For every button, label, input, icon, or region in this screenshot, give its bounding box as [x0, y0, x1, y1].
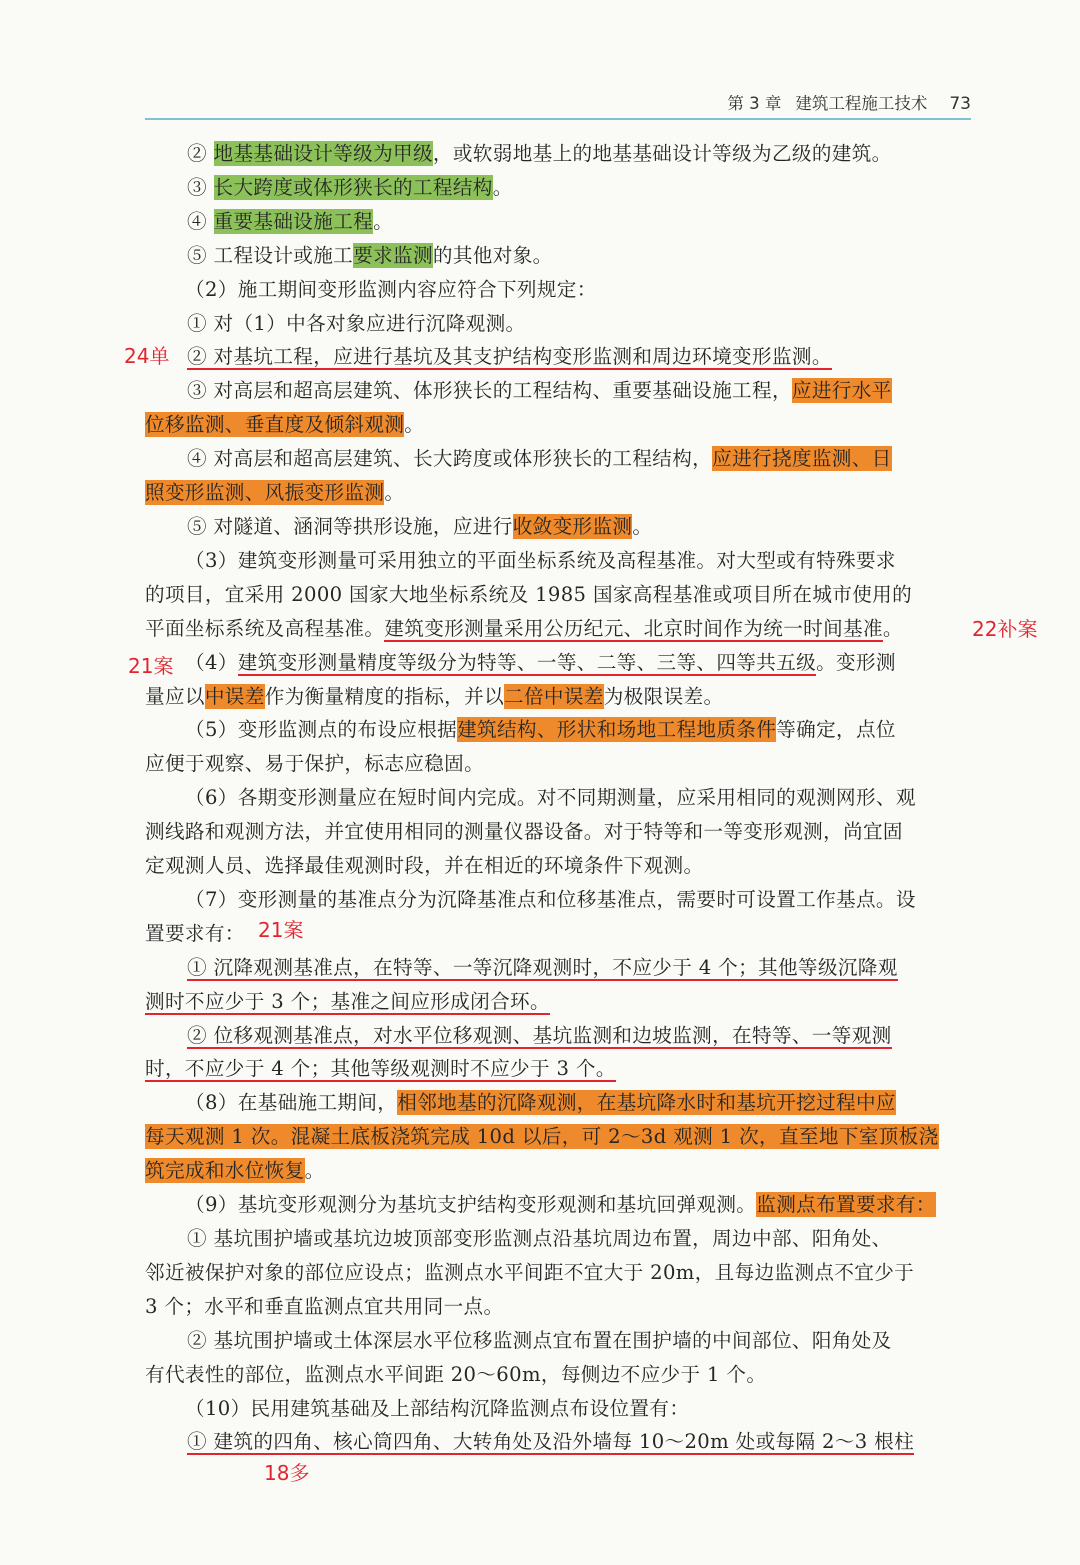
page-number: 73	[949, 94, 971, 114]
line-text: 。	[882, 616, 903, 640]
text-line	[145, 1290, 971, 1324]
text-line	[145, 747, 971, 781]
red-underline: ② 对基坑工程，应进行基坑及其支护结构变形监测和周边环境变形监测。	[187, 345, 832, 369]
text-line	[145, 951, 971, 985]
text-line	[145, 1052, 971, 1086]
running-head	[727, 90, 971, 114]
text-line	[145, 578, 971, 612]
text-line	[145, 205, 971, 239]
orange-highlight: 监测点布置要求有：	[756, 1193, 936, 1217]
page-header	[145, 88, 971, 120]
text-line	[145, 476, 971, 510]
line-text: ④	[187, 209, 214, 233]
text-line	[145, 544, 971, 578]
line-text: ⑤ 工程设计或施工	[187, 243, 354, 267]
text-line	[145, 849, 971, 883]
text-line	[145, 307, 971, 341]
line-text: 的项目，宜采用 2000 国家大地坐标系统及 1985 国家高程基准或项目所在城市使用的	[145, 582, 913, 606]
red-underline: 建筑变形测量采用公历纪元、北京时间作为统一时间基准	[384, 616, 883, 640]
orange-highlight: 每天观测 1 次。	[145, 1125, 291, 1149]
red-underline: 时，不应少于 4 个；其他等级观测时不应少于 3 个。	[145, 1057, 616, 1081]
text-line	[145, 1086, 971, 1120]
text-line	[145, 510, 971, 544]
text-line	[145, 1188, 971, 1222]
text-line	[145, 1392, 971, 1426]
line-text: 。	[632, 514, 653, 538]
text-line	[145, 137, 971, 171]
line-text: ④ 对高层和超高层建筑、长大跨度或体形狭长的工程结构，	[187, 447, 713, 471]
text-line	[145, 612, 971, 646]
line-text: （10）民用建筑基础及上部结构沉降监测点布设位置有：	[185, 1396, 690, 1420]
text-line	[145, 815, 971, 849]
line-text: 平面坐标系统及高程基准。	[145, 616, 385, 640]
line-text: 。	[384, 481, 405, 505]
orange-highlight: 应进行挠度监测、日	[712, 447, 892, 471]
text-line	[145, 985, 971, 1019]
line-text: （8）在基础施工期间，	[185, 1091, 398, 1115]
green-highlight: 长大跨度或体形狭长的工程结构	[213, 175, 493, 199]
line-text: 为极限误差。	[603, 684, 724, 708]
page-body	[145, 137, 971, 1459]
line-text: 等确定，点位	[776, 718, 896, 742]
text-line	[145, 408, 971, 442]
orange-highlight: 二倍中误差	[504, 684, 604, 708]
line-text: 作为衡量精度的指标，并以	[264, 684, 505, 708]
line-text: （5）变形监测点的布设应根据	[185, 718, 458, 742]
line-text: （4）	[185, 650, 238, 674]
text-line	[145, 273, 971, 307]
line-text: ① 基坑围护墙或基坑边坡顶部变形监测点沿基坑周边布置，周边中部、阳角处、	[187, 1227, 892, 1250]
text-line	[145, 1019, 971, 1053]
red-underline: ① 沉降观测基准点，在特等、一等沉降观测时，不应少于 4 个；其他等级沉降观	[187, 955, 898, 979]
green-highlight: 重要基础设施工程	[213, 209, 374, 233]
line-text: ，或软弱地基上的地基基础设计等级为乙级的建筑。	[432, 142, 892, 165]
text-line	[145, 646, 971, 680]
line-text: 。	[373, 209, 394, 233]
orange-highlight: 位移监测、垂直度及倾斜观测	[145, 413, 405, 437]
text-line	[145, 680, 971, 714]
line-text: （9）基坑变形观测分为基坑支护结构变形观测和基坑回弹观测。	[185, 1193, 757, 1217]
red-underline: ① 建筑的四角、核心筒四角、大转角处及沿外墙每 10～20m 处或每隔 2～3 根柱	[187, 1430, 915, 1454]
text-line	[145, 374, 971, 408]
orange-highlight: 混凝土底板浇筑完成 10d 以后，可 2～3d 观测 1 次，直至地下室顶板浇	[290, 1125, 939, 1149]
line-text: ③ 对高层和超高层建筑、体形狭长的工程结构、重要基础设施工程，	[187, 379, 792, 403]
text-line	[145, 1324, 971, 1358]
orange-highlight: 照变形监测、风振变形监测	[145, 481, 385, 505]
line-text: ③	[187, 175, 214, 199]
line-text: 。	[304, 1159, 325, 1183]
orange-highlight: 筑完成和水位恢复	[145, 1159, 305, 1183]
text-line	[145, 1222, 971, 1256]
text-line	[145, 781, 971, 815]
line-text: 应便于观察、易于保护，标志应稳固。	[145, 752, 485, 776]
line-text: （2）施工期间变形监测内容应符合下列规定：	[185, 277, 597, 301]
handwritten-note: 24单	[124, 344, 170, 368]
orange-highlight: 相邻地基的沉降观测，在基坑降水时和基坑开挖过程中应	[397, 1091, 896, 1115]
line-text: （6）各期变形测量应在短时间内完成。对不同期测量，应采用相同的观测网形、观	[185, 786, 916, 810]
line-text: 邻近被保护对象的部位应设点；监测点水平间距不宜大于 20m，且每边监测点不宜少于	[145, 1260, 915, 1284]
text-line	[145, 1256, 971, 1290]
line-text: （7）变形测量的基准点分为沉降基准点和位移基准点，需要时可设置工作基点。设	[185, 887, 916, 911]
line-text: 3 个；水平和垂直监测点宜共用同一点。	[145, 1294, 504, 1318]
text-line	[145, 713, 971, 747]
text-line	[145, 442, 971, 476]
line-text: （3）建筑变形测量可采用独立的平面坐标系统及高程基准。对大型或有特殊要求	[185, 548, 896, 572]
green-highlight: 要求监测	[353, 243, 433, 267]
chapter-title: 建筑工程施工技术	[795, 94, 928, 113]
handwritten-note: 21案	[258, 918, 304, 942]
chapter-label: 第 3 章	[727, 94, 782, 113]
line-text: ② 基坑围护墙或土体深层水平位移监测点宜布置在围护墙的中间部位、阳角处及	[187, 1328, 892, 1352]
line-text: 。	[492, 175, 513, 199]
orange-highlight: 建筑结构、形状和场地工程地质条件	[457, 718, 777, 742]
text-line	[145, 1120, 971, 1154]
handwritten-note: 21案	[128, 654, 174, 678]
handwritten-note: 18多	[264, 1461, 310, 1485]
line-text: 定观测人员、选择最佳观测时段，并在相近的环境条件下观测。	[145, 854, 704, 878]
line-text: ⑤ 对隧道、涵洞等拱形设施，应进行	[187, 514, 513, 538]
line-text: 。变形测	[816, 650, 896, 674]
orange-highlight: 中误差	[204, 684, 265, 708]
line-text: 。	[404, 413, 425, 437]
text-line	[145, 1154, 971, 1188]
line-text: ②	[187, 142, 214, 165]
handwritten-note: 22补案	[972, 617, 1038, 641]
text-line	[145, 239, 971, 273]
text-line	[145, 1425, 971, 1459]
line-text: 测线路和观测方法，并宜使用相同的测量仪器设备。对于特等和一等变形观测，尚宜固	[145, 820, 903, 844]
line-text: 置要求有：	[145, 921, 245, 945]
line-text: 的其他对象。	[432, 243, 553, 267]
red-underline: ② 位移观测基准点，对水平位移观测、基坑监测和边坡监测，在特等、一等观测	[187, 1023, 892, 1047]
red-underline: 建筑变形测量精度等级分为特等、一等、二等、三等、四等共五级	[237, 650, 817, 674]
line-text: ① 对（1）中各对象应进行沉降观测。	[187, 311, 526, 335]
orange-highlight: 应进行水平	[791, 379, 892, 403]
text-line	[145, 340, 971, 374]
line-text: 有代表性的部位，监测点水平间距 20～60m，每侧边不应少于 1 个。	[145, 1362, 767, 1386]
line-text: 量应以	[145, 684, 205, 708]
text-line	[145, 171, 971, 205]
red-underline: 测时不应少于 3 个；基准之间应形成闭合环。	[145, 989, 550, 1013]
text-line	[145, 1358, 971, 1392]
orange-highlight: 收敛变形监测	[512, 514, 633, 538]
green-highlight: 地基基础设计等级为甲级	[213, 142, 433, 165]
text-line	[145, 883, 971, 917]
